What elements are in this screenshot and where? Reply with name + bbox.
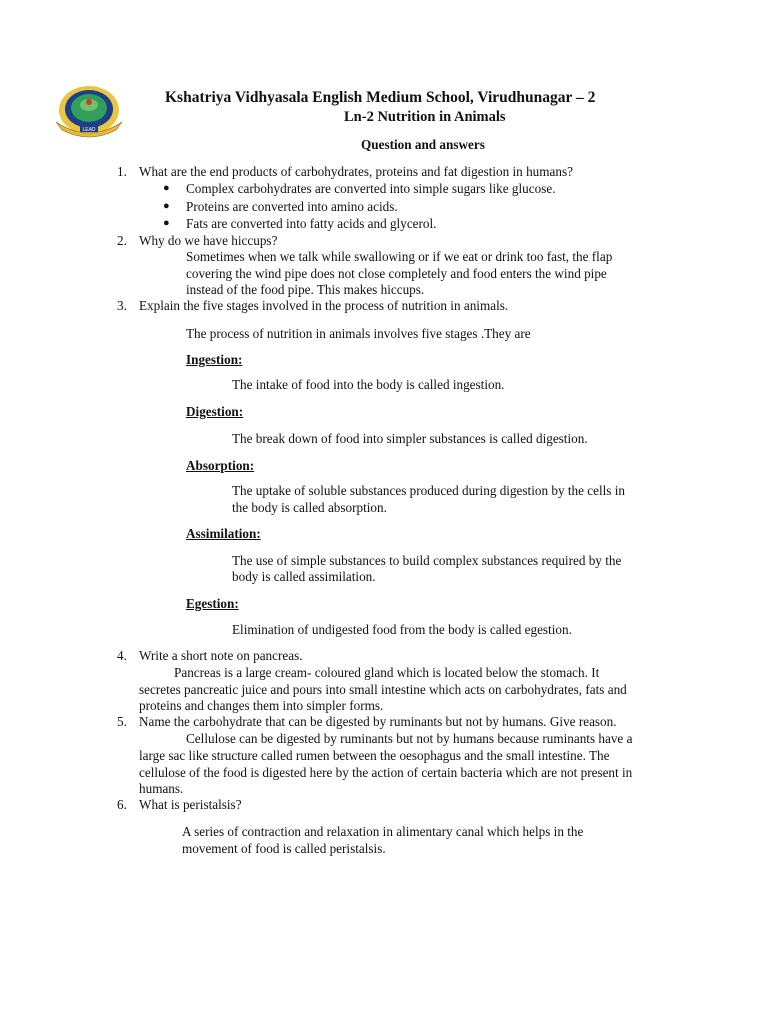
bullet-icon: ●	[163, 217, 170, 229]
question-number: 6.	[117, 797, 127, 812]
answer-line: Sometimes when we talk while swallowing or if we eat or drink too fast, the flap	[186, 249, 613, 264]
question-number: 5.	[117, 714, 127, 729]
stage-text: The uptake of soluble substances produced during digestion by the cells in	[232, 483, 625, 498]
stage-text: the body is called absorption.	[232, 500, 387, 515]
question-text: What is peristalsis?	[139, 797, 242, 812]
stage-heading: Egestion:	[186, 596, 239, 611]
question-number: 4.	[117, 648, 127, 663]
answer-line: Cellulose can be digested by ruminants but not by humans because ruminants have a	[186, 731, 633, 746]
page-subtitle: Question and answers	[361, 137, 485, 152]
school-logo	[50, 84, 128, 140]
stage-heading: Ingestion:	[186, 352, 243, 367]
stage-text: body is called assimilation.	[232, 569, 376, 584]
stage-heading: Digestion:	[186, 404, 244, 419]
question-number: 2.	[117, 233, 127, 248]
question-text: Write a short note on pancreas.	[139, 648, 303, 663]
answer-line: humans.	[139, 781, 184, 796]
answer-bullet: Proteins are converted into amino acids.	[186, 199, 398, 214]
lesson-title: Ln-2 Nutrition in Animals	[344, 109, 506, 125]
answer-line: instead of the food pipe. This makes hiccups.	[186, 282, 425, 297]
answer-line: movement of food is called peristalsis.	[182, 841, 386, 856]
question-number: 3.	[117, 298, 127, 313]
answer-bullet: Fats are converted into fatty acids and glycerol.	[186, 216, 437, 231]
bullet-icon: ●	[163, 182, 170, 194]
question-text: Explain the five stages involved in the process of nutrition in animals.	[139, 298, 509, 313]
answer-line: large sac like structure called rumen between the oesophagus and the small intestine. The	[139, 748, 610, 763]
stage-text: The use of simple substances to build complex substances required by the	[232, 553, 622, 568]
answer-line: Pancreas is a large cream- coloured gland which is located below the stomach. It	[174, 665, 600, 680]
question-number: 1.	[117, 164, 127, 179]
bullet-icon: ●	[163, 200, 170, 212]
stage-heading: Assimilation:	[186, 526, 261, 541]
answer-line: proteins and changes them into simpler forms.	[139, 698, 384, 713]
logo-text: LEAD	[82, 127, 96, 133]
question-text: What are the end products of carbohydrates, proteins and fat digestion in humans?	[139, 164, 573, 179]
school-name: Kshatriya Vidhyasala English Medium School, Virudhunagar – 2	[165, 89, 596, 106]
answer-line: covering the wind pipe does not close completely and food enters the wind pipe	[186, 266, 607, 281]
answer-line: A series of contraction and relaxation in alimentary canal which helps in the	[182, 824, 584, 839]
stage-heading: Absorption:	[186, 458, 255, 473]
answer-intro: The process of nutrition in animals involves five stages .They are	[186, 326, 531, 341]
stage-text: The break down of food into simpler substances is called digestion.	[232, 431, 588, 446]
stage-text: Elimination of undigested food from the body is called egestion.	[232, 622, 572, 637]
question-text: Name the carbohydrate that can be digested by ruminants but not by humans. Give reason.	[139, 714, 617, 729]
answer-line: secretes pancreatic juice and pours into small intestine which acts on carbohydrates, fats and	[139, 682, 627, 697]
answer-line: cellulose of the food is digested here by the action of certain bacteria which are not present in	[139, 765, 633, 780]
question-text: Why do we have hiccups?	[139, 233, 278, 248]
answer-bullet: Complex carbohydrates are converted into simple sugars like glucose.	[186, 181, 556, 196]
stage-text: The intake of food into the body is called ingestion.	[232, 377, 505, 392]
